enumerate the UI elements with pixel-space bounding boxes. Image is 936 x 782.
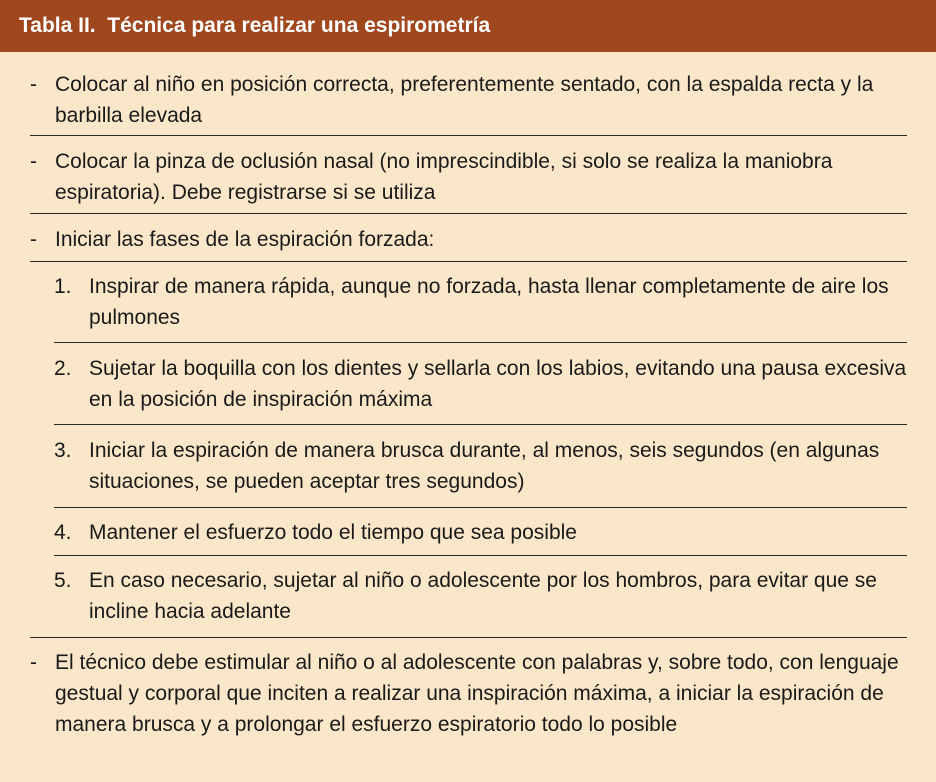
list-item-text: El técnico debe estimular al niño o al adolescente con palabras y, sobre todo, con lenguaje gestual y corporal que inciten a realizar una inspiración máxima, a iniciar la espiración de manera brusca y a prolongar el esfuerzo espiratorio todo lo posible [55,651,899,736]
numbered-step [54,353,907,415]
divider [30,213,907,214]
list-item [30,69,907,131]
divider [54,507,907,508]
numbered-step [54,517,907,548]
list-item-text: Colocar la pinza de oclusión nasal (no imprescindible, si solo se realiza la maniobra espiratoria). Debe registrarse si se utiliza [55,150,833,204]
divider [54,555,907,556]
list-item [30,647,907,740]
divider [54,342,907,343]
bullet-marker: - [30,150,37,173]
divider [30,135,907,136]
list-item [30,224,907,255]
step-text: Iniciar la espiración de manera brusca durante, al menos, seis segundos (en algunas situaciones, se pueden aceptar tres segundos) [89,439,880,493]
step-text: Sujetar la boquilla con los dientes y sellarla con los labios, evitando una pausa excesiva en la posición de inspiración máxima [89,357,907,411]
step-number: 1. [54,275,72,298]
step-number: 4. [54,521,72,544]
table-title: Tabla II. Técnica para realizar una espirometría [0,0,936,52]
list-item-text: Colocar al niño en posición correcta, preferentemente sentado, con la espalda recta y la barbilla elevada [55,73,874,127]
list-item-text: Iniciar las fases de la espiración forzada: [55,228,435,251]
divider [54,424,907,425]
list-item [30,146,907,208]
step-text: Inspirar de manera rápida, aunque no forzada, hasta llenar completamente de aire los pulmones [89,275,889,329]
numbered-step [54,271,907,333]
divider [30,637,907,638]
step-text: En caso necesario, sujetar al niño o adolescente por los hombros, para evitar que se incline hacia adelante [89,569,877,623]
step-number: 3. [54,439,72,462]
step-number: 2. [54,357,72,380]
numbered-step [54,565,907,627]
bullet-marker: - [30,73,37,96]
bullet-marker: - [30,228,37,251]
divider [30,261,907,262]
step-text: Mantener el esfuerzo todo el tiempo que sea posible [89,521,577,544]
bullet-marker: - [30,651,37,674]
step-number: 5. [54,569,72,592]
numbered-step [54,435,907,497]
